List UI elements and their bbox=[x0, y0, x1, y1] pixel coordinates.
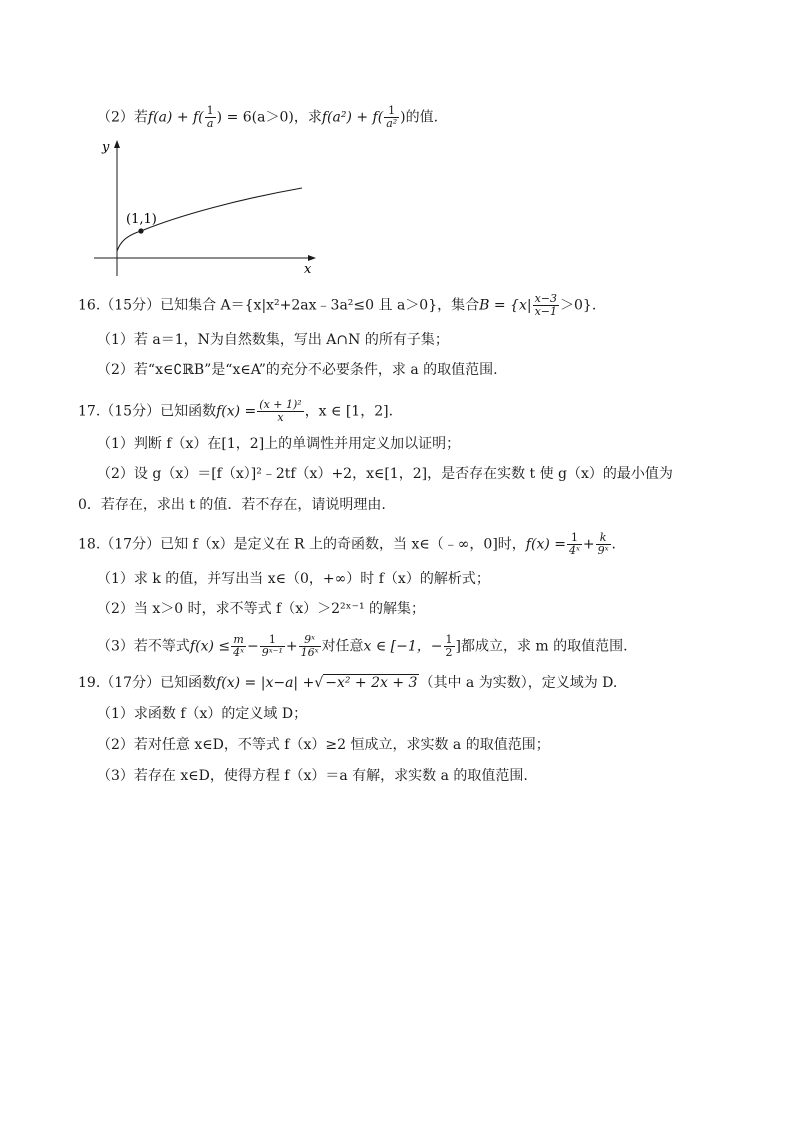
sqrt-symbol: √ bbox=[314, 675, 324, 691]
q19-head-a: 19.（17分）已知函数 bbox=[78, 675, 217, 691]
q18-p3-frac4 bbox=[444, 634, 455, 659]
q18-p3-frac1 bbox=[231, 634, 246, 659]
q16-part1: （1）若 a＝1，N为自然数集，写出 A∩N 的所有子集； bbox=[97, 332, 449, 348]
q16-setB-b: ＞0}. bbox=[560, 297, 597, 314]
frac-denominator: 16ˣ bbox=[300, 646, 319, 659]
q17-head bbox=[78, 399, 393, 424]
q18-head bbox=[78, 532, 616, 557]
frac-numerator: 9ˣ bbox=[299, 634, 321, 647]
q15-p2-expr-b: ) = 6(a＞0)，求 bbox=[216, 109, 322, 126]
q18-frac1 bbox=[567, 532, 582, 557]
q15-frac-1-over-a bbox=[205, 105, 216, 130]
frac-denominator: 9ˣ⁻¹ bbox=[261, 646, 283, 659]
q15-frac-1-over-a2 bbox=[384, 105, 399, 130]
q15-p2-expr-c: f(a²) + f( bbox=[321, 109, 384, 126]
q17-f-a: f(x) = bbox=[216, 403, 257, 420]
frac-denominator: a bbox=[206, 117, 214, 130]
frac-numerator: (x + 1)² bbox=[259, 398, 302, 411]
q15-p2-expr-d: )的值. bbox=[400, 109, 439, 126]
q19-head-b: （其中 a 为实数），定义域为 D. bbox=[419, 675, 618, 691]
q18-p3-a: （3）若不等式 bbox=[97, 638, 190, 655]
q16-part2: （2）若“x∈∁ℝB”是“x∈A”的充分不必要条件，求 a 的取值范围. bbox=[97, 362, 498, 378]
q15-p2-expr-a: f(a) + f( bbox=[147, 109, 204, 126]
q17-part2-line1: （2）设 g（x）＝[f（x）]²﹣2tf（x）+2，x∈[1，2]，是否存在实数 t 使 g（x）的最小值为 bbox=[97, 466, 673, 482]
q19-sqrt-body: −x² + 2x + 3 bbox=[325, 675, 418, 691]
q18-p3-d: ]都成立，求 m 的取值范围. bbox=[455, 638, 628, 655]
frac-denominator: 4ˣ bbox=[568, 544, 580, 557]
frac-denominator: a² bbox=[386, 117, 398, 130]
frac-numerator: 1 bbox=[384, 105, 399, 118]
q17-part1: （1）判断 f（x）在[1，2]上的单调性并用定义加以证明； bbox=[97, 436, 461, 452]
q18-f-a: f(x) = bbox=[525, 536, 566, 553]
plus-sign: + bbox=[582, 536, 595, 553]
y-axis-label: y bbox=[102, 140, 110, 155]
q19-head bbox=[78, 673, 617, 693]
q18-p3-f: f(x) ≤ bbox=[189, 638, 231, 655]
frac-denominator: 4ˣ bbox=[233, 646, 245, 659]
frac-numerator: 1 bbox=[260, 634, 285, 647]
q16-setB-a: B = {x| bbox=[479, 297, 532, 314]
q19-part2: （2）若对任意 x∈D，不等式 f（x）≥2 恒成立，求实数 a 的取值范围； bbox=[97, 737, 550, 753]
period: . bbox=[611, 536, 616, 553]
x-axis-arrow bbox=[308, 255, 316, 261]
q17-part2-line2: 0．若存在，求出 t 的值．若不存在，请说明理由. bbox=[78, 497, 386, 513]
point-1-1 bbox=[138, 228, 143, 233]
q19-part3: （3）若存在 x∈D，使得方程 f（x）＝a 有解，求实数 a 的取值范围. bbox=[97, 768, 528, 784]
q18-p3-frac2 bbox=[260, 634, 285, 659]
q17-head-text: 17.（15分）已知函数 bbox=[78, 403, 217, 420]
frac-numerator: x−3 bbox=[534, 292, 557, 305]
q18-part3 bbox=[97, 634, 628, 659]
q15-p2-label: （2）若 bbox=[97, 109, 148, 126]
frac-denominator: 2 bbox=[445, 646, 453, 659]
q18-head-text: 18.（17分）已知 f（x）是定义在 R 上的奇函数，当 x∈（﹣∞，0]时， bbox=[78, 536, 526, 553]
minus-sign: − bbox=[247, 638, 259, 655]
q18-p3-frac3 bbox=[299, 634, 321, 659]
frac-numerator: 1 bbox=[445, 633, 453, 646]
function-graph bbox=[90, 135, 330, 280]
q16-head-text: 16.（15分）已知集合 A＝{x|x²+2ax﹣3a²≤0 且 a＞0}，集合 bbox=[78, 297, 480, 314]
frac-denominator: 9ˣ bbox=[597, 544, 609, 557]
x-axis-label: x bbox=[304, 262, 312, 277]
plus-sign: + bbox=[285, 638, 298, 655]
frac-denominator: x−1 bbox=[534, 305, 557, 318]
q18-p3-b: 对任意 bbox=[321, 638, 364, 655]
q17-frac bbox=[257, 399, 303, 424]
q18-part2: （2）当 x＞0 时，求不等式 f（x）＞2²ˣ⁻¹ 的解集； bbox=[97, 601, 426, 617]
q17-f-b: ，x ∈ [1，2]. bbox=[304, 403, 394, 420]
frac-numerator: k bbox=[596, 532, 611, 545]
q16-frac bbox=[533, 293, 559, 318]
q18-p3-c: x ∈ [−1，− bbox=[363, 638, 443, 655]
q15-part2 bbox=[97, 105, 438, 130]
frac-denominator: x bbox=[277, 411, 284, 424]
y-axis-arrow bbox=[114, 140, 120, 148]
q19-part1: （1）求函数 f（x）的定义域 D； bbox=[97, 706, 308, 722]
q19-f-a: f(x) = |x−a| + bbox=[216, 675, 315, 691]
point-label: (1,1) bbox=[126, 212, 157, 227]
q16-head bbox=[78, 293, 596, 318]
frac-numerator: 1 bbox=[567, 532, 582, 545]
frac-numerator: m bbox=[231, 634, 246, 647]
q18-frac2 bbox=[596, 532, 611, 557]
q18-part1: （1）求 k 的值，并写出当 x∈（0，+∞）时 f（x）的解析式； bbox=[97, 571, 490, 587]
frac-numerator: 1 bbox=[206, 104, 214, 117]
